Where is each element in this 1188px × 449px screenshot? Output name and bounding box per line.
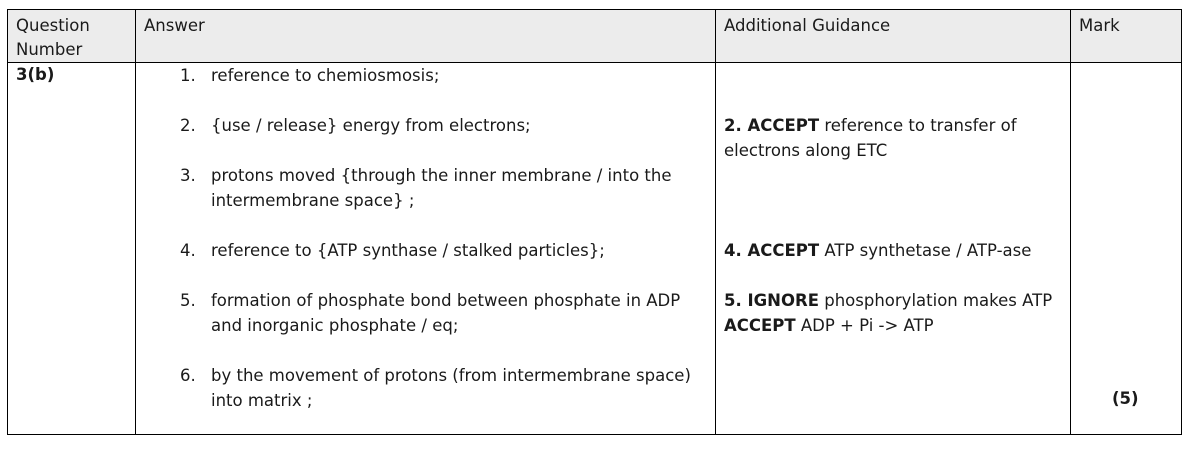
answer-text: protons moved {through the inner membrane / into the intermembrane space} ; [211,166,672,210]
guidance-keyword: 4. ACCEPT [724,241,820,260]
column-divider [135,10,136,434]
guidance-note [724,288,1074,313]
guidance-keyword: 5. IGNORE [724,291,819,310]
mark-value: (5) [1112,389,1139,408]
answer-number: 6. [180,366,196,385]
question-number: 3(b) [16,65,55,84]
guidance-text: reference to transfer of electrons along ETC [724,116,1017,160]
guidance-text: ADP + Pi -> ATP [795,316,934,335]
answer-number: 2. [180,116,196,135]
answer-number: 5. [180,291,196,310]
answer-text: {use / release} energy from electrons; [211,116,531,135]
guidance-note [724,313,1074,338]
answer-text: reference to chemiosmosis; [211,66,440,85]
header-question-number: Question Number [16,16,90,59]
mark-scheme-table [7,9,1182,435]
guidance-text: phosphorylation makes ATP [819,291,1053,310]
answer-number: 4. [180,241,196,260]
guidance-note [724,113,1074,163]
answer-number: 3. [180,166,196,185]
guidance-note [724,238,1074,263]
answer-text: by the movement of protons (from intermembrane space) into matrix ; [211,366,691,410]
header-mark: Mark [1079,16,1120,35]
guidance-keyword: ACCEPT [724,316,796,335]
answer-text: formation of phosphate bond between phosphate in ADP and inorganic phosphate / eq; [211,291,681,335]
header-answer: Answer [144,16,205,35]
guidance-keyword: 2. ACCEPT [724,116,820,135]
header-additional-guidance: Additional Guidance [724,16,891,35]
answer-number: 1. [180,66,196,85]
guidance-text: ATP synthetase / ATP-ase [819,241,1032,260]
column-divider [715,10,716,434]
column-divider [1070,10,1071,434]
answer-text: reference to {ATP synthase / stalked particles}; [211,241,605,260]
